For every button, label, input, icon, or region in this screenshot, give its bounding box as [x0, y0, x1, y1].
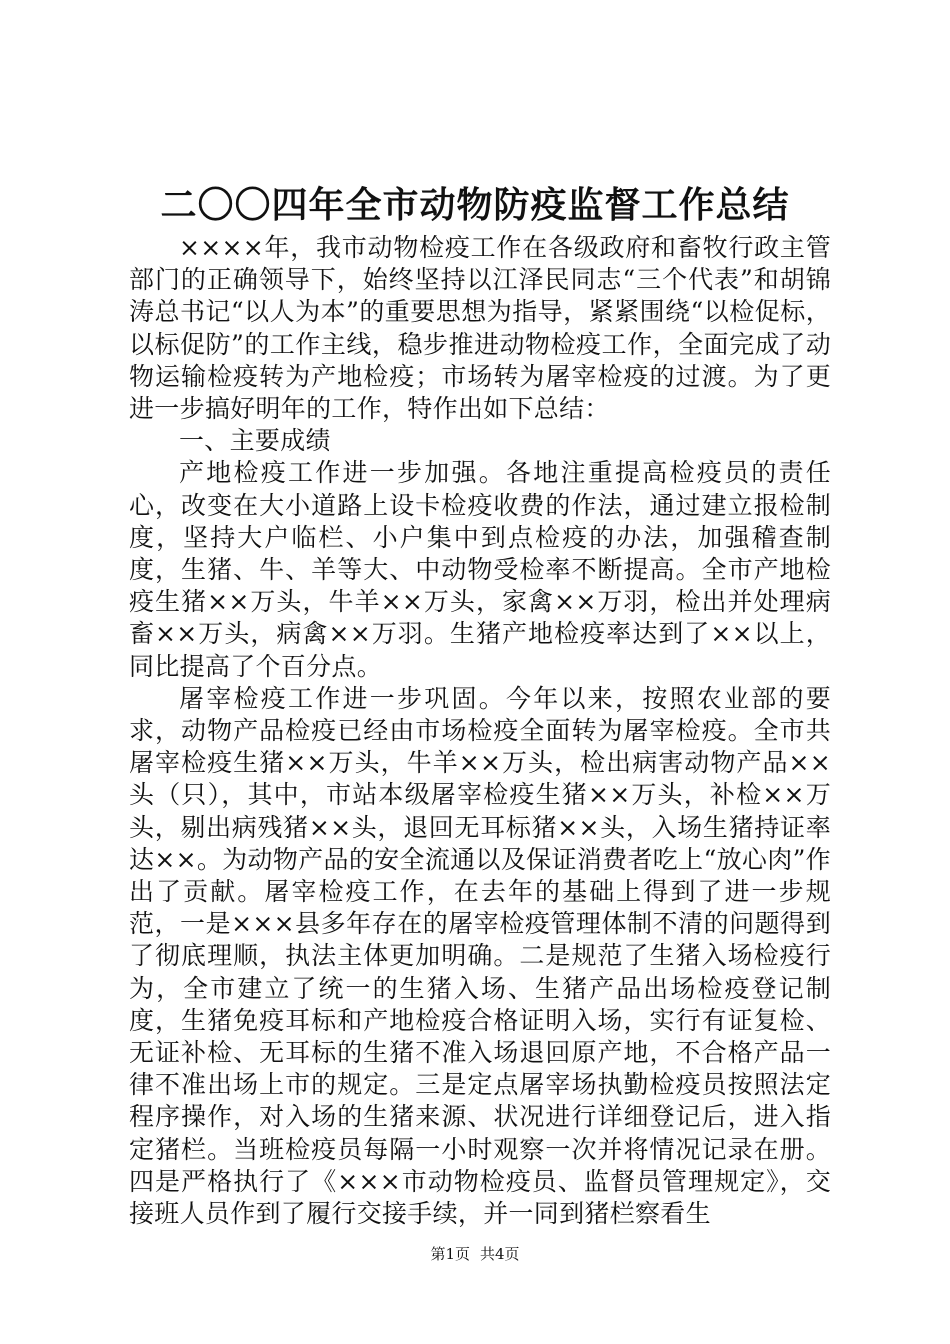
paragraph-origin-quarantine: 产地检疫工作进一步加强。各地注重提高检疫员的责任心，改变在大小道路上设卡检疫收费的作法，通过建立报检制度，坚持大户临栏、小户集中到点检疫的办法，加强稽查制度，生猪、牛、羊等大、中动物受检率不断提高。全市产地检疫生猪××万头，牛羊××万头，家禽××万羽，检出并处理病畜××万头，病禽××万羽。生猪产地检疫率达到了××以上，同比提高了个百分点。: [129, 458, 831, 681]
paragraph-slaughter-quarantine: 屠宰检疫工作进一步巩固。今年以来，按照农业部的要求，动物产品检疫已经由市场检疫全面转为屠宰检疫。全市共屠宰检疫生猪××万头，牛羊××万头，检出病害动物产品××头（只），其中，市站本级屠宰检疫生猪××万头，补检××万头，剔出病残猪××头，退回无耳标猪××头，入场生猪持证率达××。为动物产品的安全流通以及保证消费者吃上“放心肉”作出了贡献。屠宰检疫工作，在去年的基础上得到了进一步规范，一是×××县多年存在的屠宰检疫管理体制不清的问题得到了彻底理顺，执法主体更加明确。二是规范了生猪入场检疫行为，全市建立了统一的生猪入场、生猪产品出场检疫登记制度，生猪免疫耳标和产地检疫合格证明入场，实行有证复检、无证补检、无耳标的生猪不准入场退回原产地，不合格产品一律不准出场上市的规定。三是定点屠宰场执勤检疫员按照法定程序操作，对入场的生猪来源、状况进行详细登记后，进入指定猪栏。当班检疫员每隔一小时观察一次并将情况记录在册。四是严格执行了《×××市动物检疫员、监督员管理规定》，交接班人员作到了履行交接手续，并一同到猪栏察看生: [129, 683, 831, 1229]
page-footer: [0, 1244, 950, 1264]
document-title: 二〇〇四年全市动物防疫监督工作总结: [160, 185, 790, 226]
page-number: 第1页: [430, 1245, 470, 1263]
paragraph-intro: ××××年，我市动物检疫工作在各级政府和畜牧行政主管部门的正确领导下，始终坚持以江泽民同志“三个代表”和胡锦涛总书记“以人为本”的重要思想为指导，紧紧围绕“以检促标，以标促防”的工作主线，稳步推进动物检疫工作，全面完成了动物运输检疫转为产地检疫；市场转为屠宰检疫的过渡。为了更进一步搞好明年的工作，特作出如下总结：: [129, 233, 831, 424]
section-heading: 一、主要成绩: [179, 426, 331, 456]
document-body: [129, 232, 831, 1230]
page-total: 共4页: [480, 1245, 520, 1263]
